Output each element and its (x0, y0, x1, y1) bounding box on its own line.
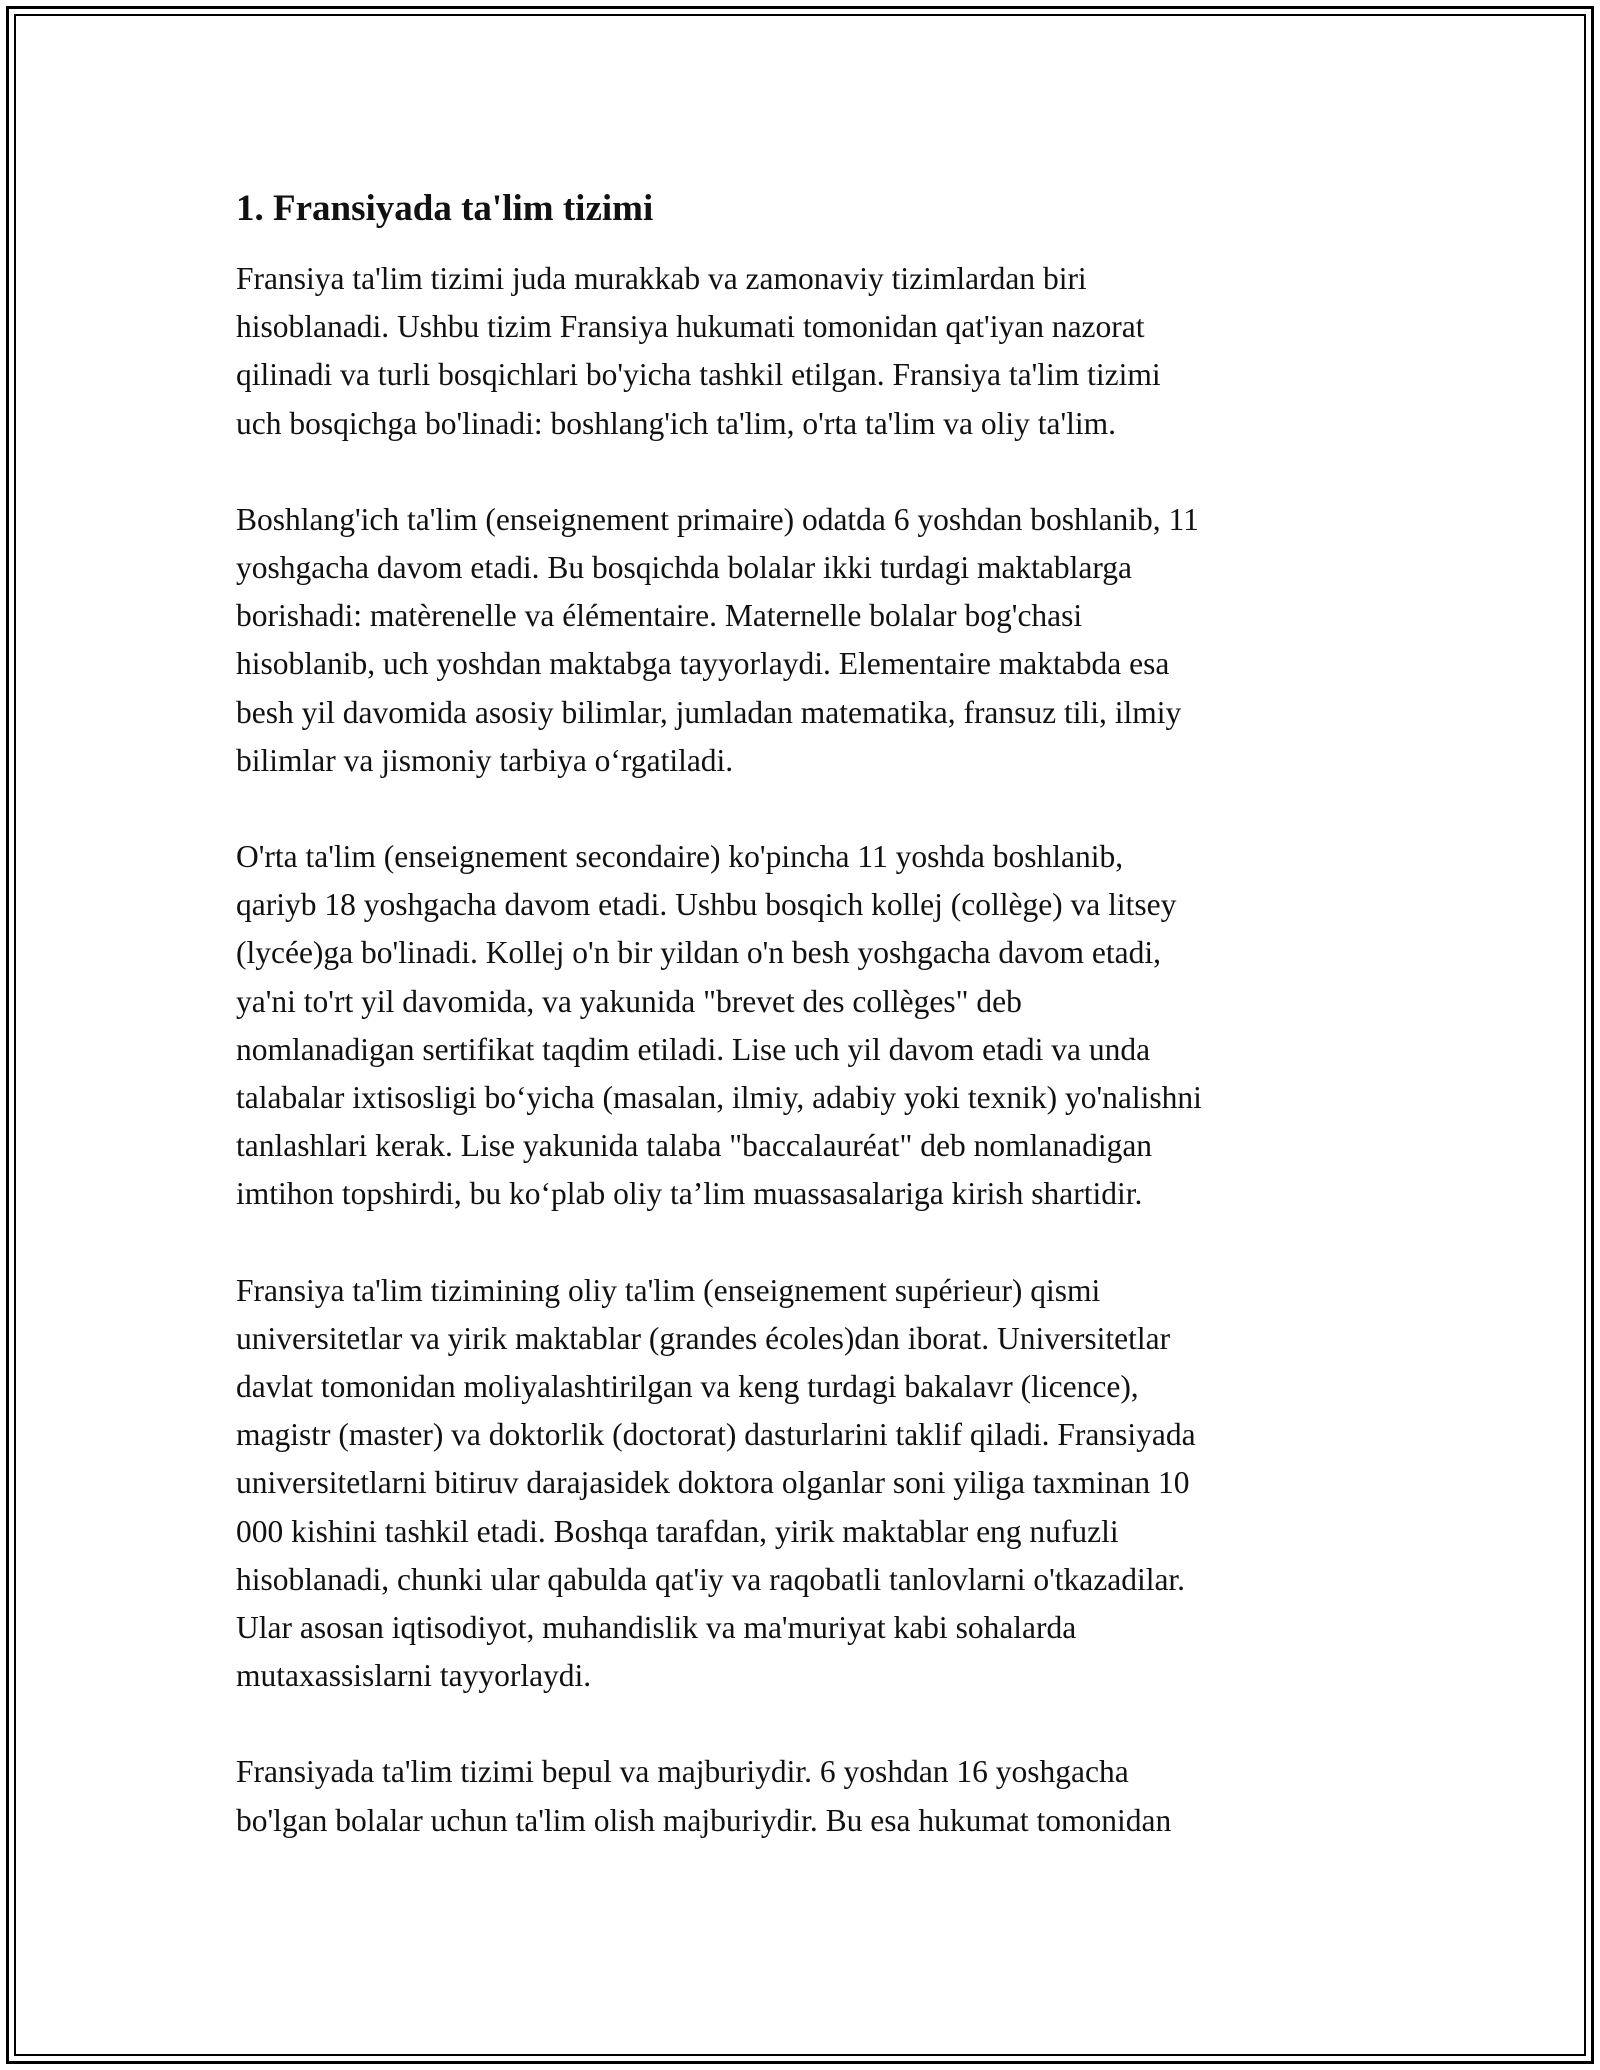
text-line: nomlanadigan sertifikat taqdim etiladi. Lise uch yil davom etadi va unda (236, 1031, 1151, 1067)
text-line: universitetlarni bitiruv darajasidek doktora olganlar soni yiliga taxminan 10 (236, 1465, 1190, 1501)
paragraph-1 (236, 255, 1376, 448)
text-line: davlat tomonidan moliyalashtirilgan va keng turdagi bakalavr (licence), (236, 1369, 1139, 1405)
text-line: Fransiya ta'lim tizimining oliy ta'lim (enseignement supérieur) qismi (236, 1272, 1101, 1308)
text-line: talabalar ixtisosligi bo‘yicha (masalan, ilmiy, adabiy yoki texnik) yo'nalishni (236, 1080, 1202, 1116)
text-line: hisoblanadi. Ushbu tizim Fransiya hukumati tomonidan qat'iyan nazorat (236, 309, 1145, 345)
paragraph-3 (236, 833, 1376, 1219)
text-line: magistr (master) va doktorlik (doctorat) dasturlarini taklif qiladi. Fransiyada (236, 1417, 1196, 1453)
text-line: Fransiyada ta'lim tizimi bepul va majburiydir. 6 yoshdan 16 yoshgacha (236, 1754, 1129, 1790)
text-line: hisoblanib, uch yoshdan maktabga tayyorlaydi. Elementaire maktabda esa (236, 646, 1170, 682)
paragraph-4 (236, 1267, 1376, 1701)
text-line: Fransiya ta'lim tizimi juda murakkab va zamonaviy tizimlardan biri (236, 261, 1087, 296)
text-line: O'rta ta'lim (enseignement secondaire) ko'pincha 11 yoshda boshlanib, (236, 839, 1124, 875)
text-line: 000 kishini tashkil etadi. Boshqa tarafdan, yirik maktablar eng nufuzli (236, 1513, 1119, 1549)
text-line: Ular asosan iqtisodiyot, muhandislik va ma'muriyat kabi sohalarda (236, 1610, 1077, 1646)
text-line: uch bosqichga bo'linadi: boshlang'ich ta'lim, o'rta ta'lim va oliy ta'lim. (236, 405, 1117, 441)
text-line: Boshlang'ich ta'lim (enseignement primaire) odatda 6 yoshdan boshlanib, 11 (236, 501, 1199, 537)
text-line: bo'lgan bolalar uchun ta'lim olish majburiydir. Bu esa hukumat tomonidan (236, 1802, 1172, 1838)
text-line: universitetlar va yirik maktablar (grandes écoles)dan iborat. Universitetlar (236, 1320, 1171, 1356)
text-line: imtihon topshirdi, bu ko‘plab oliy ta’lim muassasalariga kirish shartidir. (236, 1176, 1143, 1212)
text-line: yoshgacha davom etadi. Bu bosqichda bolalar ikki turdagi maktablarga (236, 550, 1133, 586)
text-line: besh yil davomida asosiy bilimlar, jumladan matematika, fransuz tili, ilmiy (236, 694, 1182, 730)
document-body (236, 185, 1376, 1893)
text-line: tanlashlari kerak. Lise yakunida talaba "baccalauréat" deb nomlanadigan (236, 1128, 1153, 1164)
text-line: ya'ni to'rt yil davomida, va yakunida "brevet des collèges" deb (236, 983, 1022, 1019)
text-line: mutaxassislarni tayyorlaydi. (236, 1658, 592, 1694)
text-line: hisoblanadi, chunki ular qabulda qat'iy va raqobatli tanlovlarni o'tkazadilar. (236, 1561, 1186, 1597)
section-heading: 1. Fransiyada ta'lim tizimi (236, 188, 654, 229)
text-line: bilimlar va jismoniy tarbiya o‘rgatiladi. (236, 742, 734, 778)
text-line: (lycée)ga bo'linadi. Kollej o'n bir yildan o'n besh yoshgacha davom etadi, (236, 935, 1162, 971)
text-line: qariyb 18 yoshgacha davom etadi. Ushbu bosqich kollej (collège) va litsey (236, 887, 1177, 923)
paragraph-2 (236, 496, 1376, 785)
text-line: borishadi: matèrenelle va élémentaire. Maternelle bolalar bog'chasi (236, 598, 1083, 634)
paragraph-5 (236, 1748, 1376, 1844)
text-line: qilinadi va turli bosqichlari bo'yicha tashkil etilgan. Fransiya ta'lim tizimi (236, 357, 1161, 393)
